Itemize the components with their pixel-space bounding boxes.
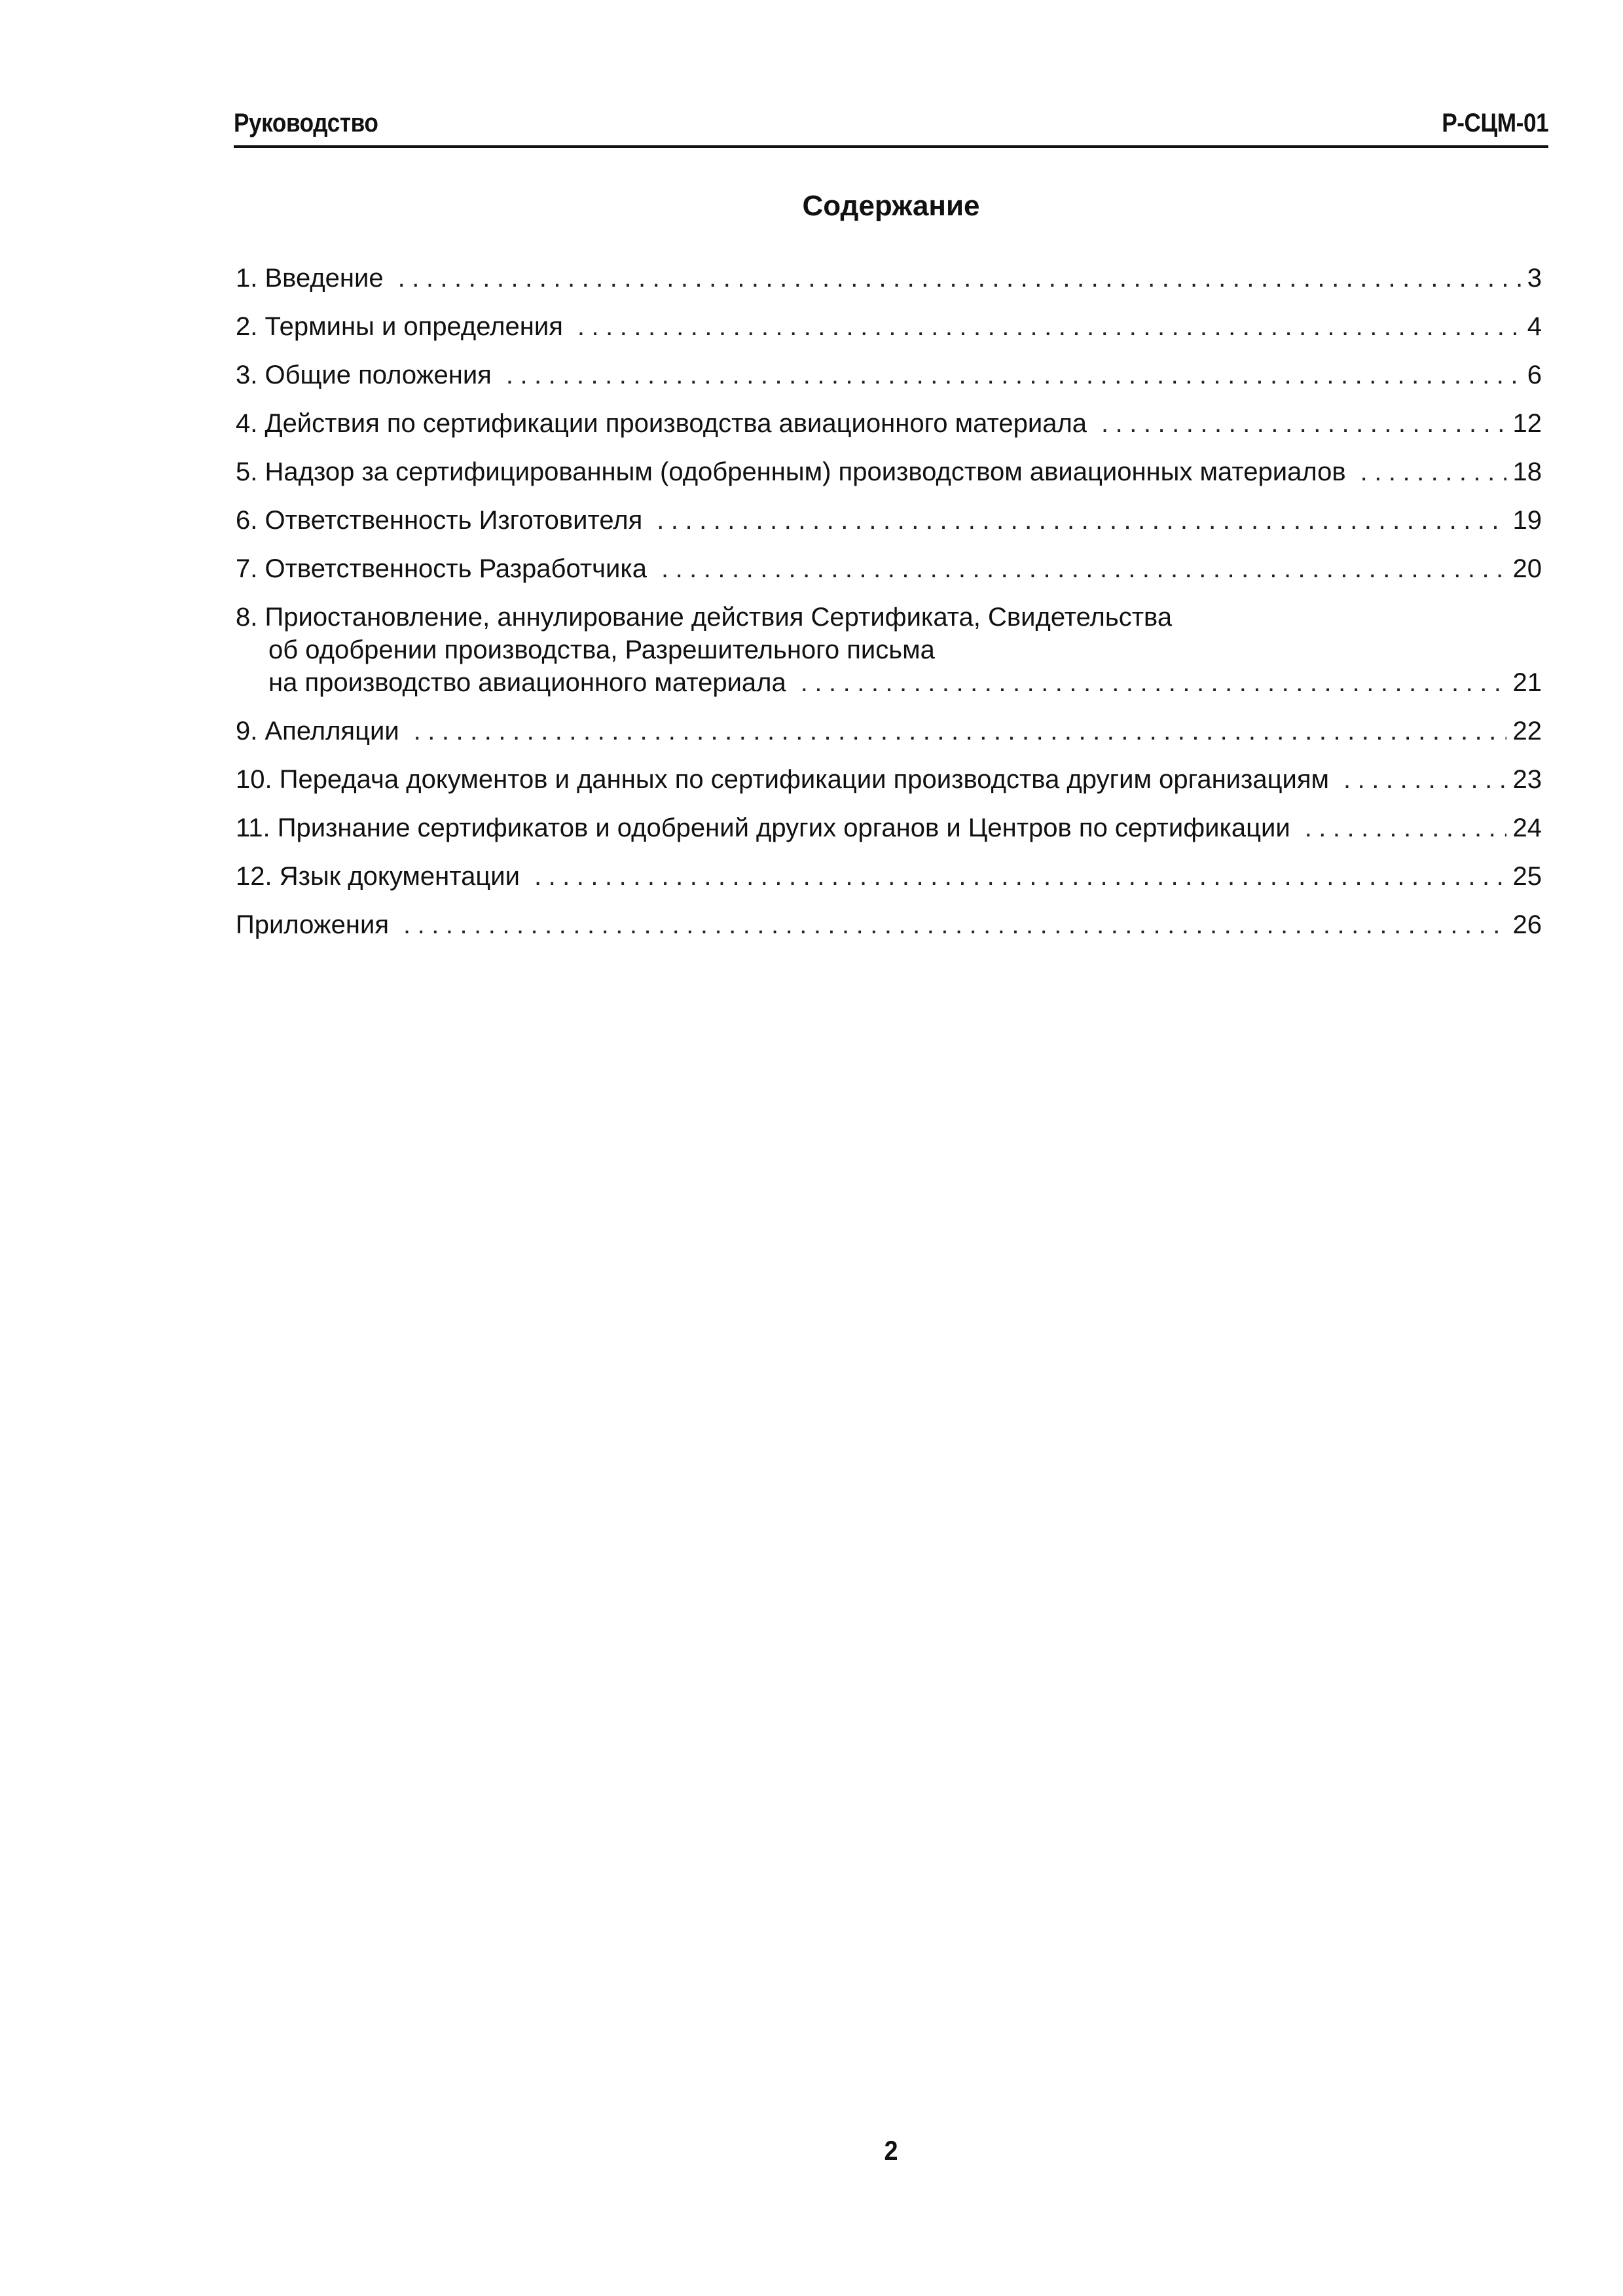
toc-entry[interactable]: [236, 262, 1542, 295]
toc-dot-leader: [506, 359, 1521, 391]
toc-entry-label: 6. Ответственность Изготовителя: [236, 506, 643, 535]
toc-entry-label: 9. Апелляции: [236, 717, 399, 745]
toc-dot-leader: [657, 504, 1506, 537]
toc-entry[interactable]: [236, 860, 1542, 893]
document-type-label: Руководство: [234, 109, 378, 137]
toc-entry-page: 20: [1512, 554, 1542, 583]
toc-entry-page: 6: [1527, 361, 1542, 389]
toc-entry-label: 4. Действия по сертификации производства авиационного материала: [236, 409, 1087, 438]
toc-entry[interactable]: [236, 359, 1542, 391]
toc-entry-page: 22: [1512, 717, 1542, 745]
toc-entry-label: на производство авиационного материала: [268, 668, 786, 697]
toc-entry-label: 10. Передача документов и данных по сертификации производства другим организациям: [236, 765, 1329, 794]
toc-entry[interactable]: [236, 456, 1542, 488]
toc-dot-leader: [1360, 456, 1506, 488]
toc-entry-page: 19: [1512, 506, 1542, 535]
toc-entry[interactable]: [236, 763, 1542, 796]
toc-entry-page: 12: [1512, 409, 1542, 438]
toc-dot-leader: [414, 715, 1506, 747]
toc-entry[interactable]: [236, 812, 1542, 844]
toc-entry-label: 11. Признание сертификатов и одобрений других органов и Центров по сертификации: [236, 814, 1290, 842]
toc-dot-leader: [801, 666, 1506, 699]
toc-entry-page: 21: [1512, 668, 1542, 697]
page-header: [234, 105, 1548, 148]
toc-entry-label: 1. Введение: [236, 264, 384, 293]
toc-dot-leader: [403, 908, 1506, 941]
toc-entry[interactable]: [236, 908, 1542, 941]
toc-dot-leader: [1101, 407, 1506, 440]
page-number: 2: [884, 2135, 898, 2166]
toc-entry-page: 26: [1512, 910, 1542, 939]
toc-entry-label: 3. Общие положения: [236, 361, 492, 389]
table-of-contents: [236, 262, 1542, 957]
toc-entry-label: об одобрении производства, Разрешительного письма: [268, 636, 935, 664]
toc-dot-leader: [398, 262, 1521, 295]
toc-entry[interactable]: [236, 552, 1542, 585]
toc-entry[interactable]: [236, 504, 1542, 537]
toc-entry-label: Приложения: [236, 910, 390, 939]
toc-entry-page: 3: [1527, 264, 1542, 293]
toc-entry-label: 12. Язык документации: [236, 862, 520, 891]
toc-dot-leader: [661, 552, 1506, 585]
toc-title: Содержание: [802, 190, 980, 222]
toc-dot-leader: [1305, 812, 1506, 844]
toc-entry[interactable]: [236, 601, 1542, 699]
toc-entry[interactable]: [236, 310, 1542, 343]
toc-entry-page: 18: [1512, 457, 1542, 486]
toc-entry-page: 25: [1512, 862, 1542, 891]
toc-dot-leader: [1343, 763, 1506, 796]
toc-entry-page: 23: [1512, 765, 1542, 794]
toc-entry-page: 4: [1527, 312, 1542, 341]
toc-dot-leader: [534, 860, 1506, 893]
toc-entry-label: 7. Ответственность Разработчика: [236, 554, 647, 583]
toc-entry-label: 2. Термины и определения: [236, 312, 563, 341]
toc-entry-page: 24: [1512, 814, 1542, 842]
document-code: Р-СЦМ-01: [1441, 109, 1548, 137]
toc-entry[interactable]: [236, 407, 1542, 440]
toc-entry-label: 8. Приостановление, аннулирование действия Сертификата, Свидетельства: [236, 603, 1173, 632]
toc-entry[interactable]: [236, 715, 1542, 747]
toc-entry-label: 5. Надзор за сертифицированным (одобренным) производством авиационных материалов: [236, 457, 1346, 486]
toc-dot-leader: [577, 310, 1521, 343]
